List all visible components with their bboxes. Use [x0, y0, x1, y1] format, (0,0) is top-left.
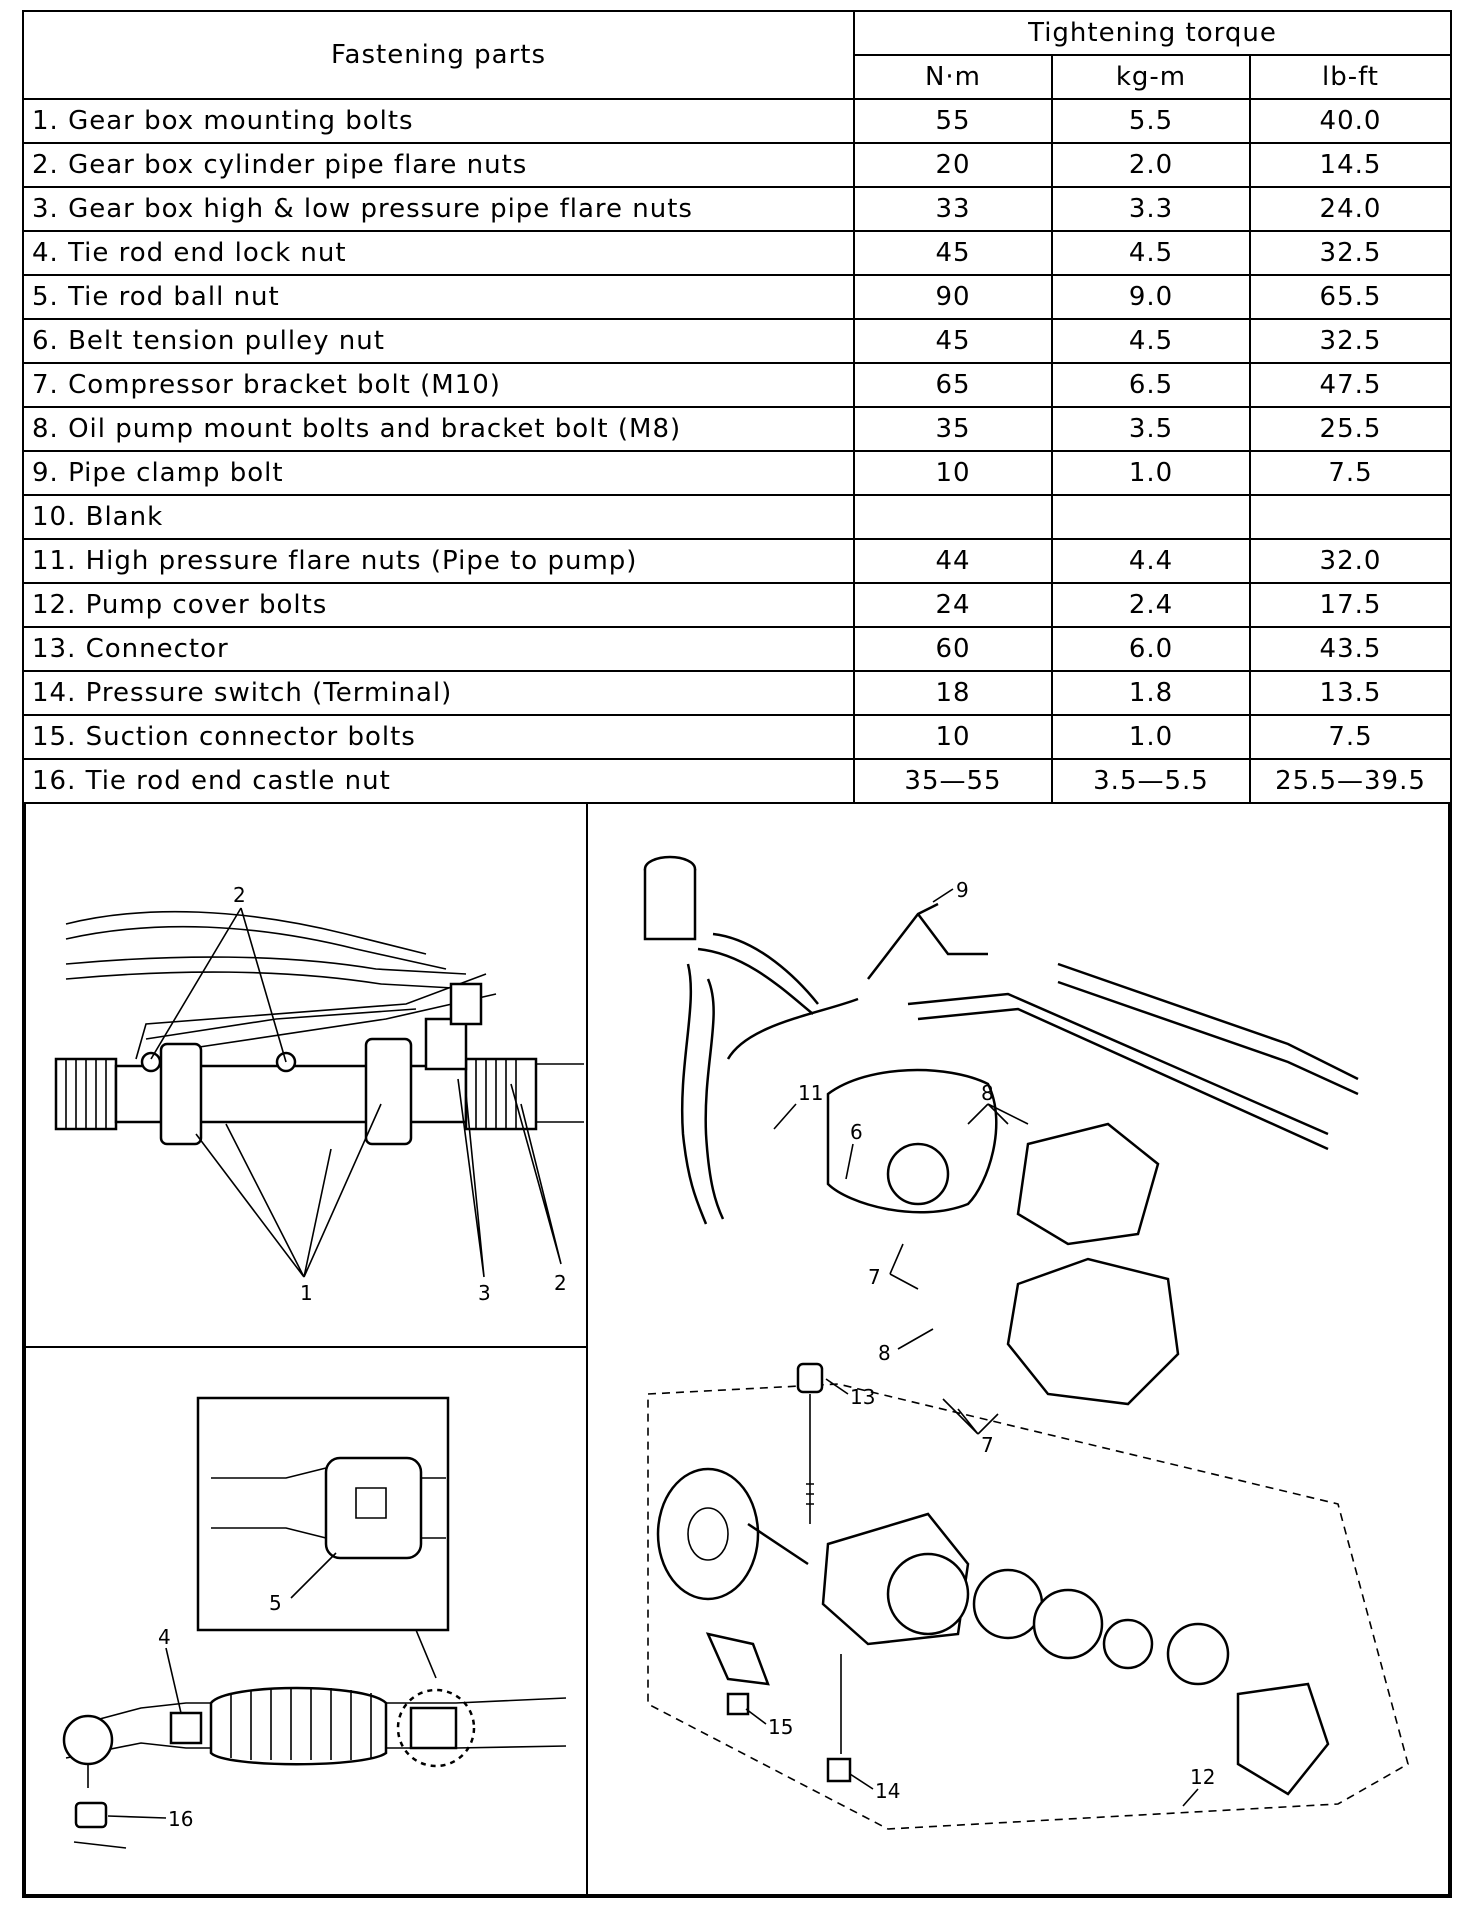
pump-callout-8-low: 8: [878, 1341, 891, 1365]
part-cell: 1. Gear box mounting bolts: [24, 99, 854, 143]
tierod-callout-4: 4: [158, 1625, 171, 1649]
kgm-cell: 2.4: [1052, 583, 1250, 627]
nm-cell: 20: [854, 143, 1052, 187]
part-cell: 8. Oil pump mount bolts and bracket bolt (M8): [24, 407, 854, 451]
kgm-cell: 3.3: [1052, 187, 1250, 231]
table-row: [24, 231, 1450, 275]
lbft-cell: 25.5—39.5: [1250, 759, 1450, 803]
gearbox-illustration: [24, 802, 588, 1348]
nm-cell: 55: [854, 99, 1052, 143]
part-cell: 14. Pressure switch (Terminal): [24, 671, 854, 715]
part-cell: 10. Blank: [24, 495, 854, 539]
gearbox-callout-1: 1: [300, 1281, 313, 1305]
nm-cell: 35: [854, 407, 1052, 451]
gearbox-callout-3: 3: [478, 1281, 491, 1305]
part-cell: 5. Tie rod ball nut: [24, 275, 854, 319]
part-cell: 2. Gear box cylinder pipe flare nuts: [24, 143, 854, 187]
pump-callout-15: 15: [768, 1715, 794, 1739]
table-row: [24, 715, 1450, 759]
kgm-cell: 4.5: [1052, 231, 1250, 275]
part-cell: 11. High pressure flare nuts (Pipe to pump): [24, 539, 854, 583]
pump-callout-13: 13: [850, 1385, 876, 1409]
gearbox-callout-2-top: 2: [233, 883, 246, 907]
lbft-cell: 43.5: [1250, 627, 1450, 671]
pump-callout-6: 6: [850, 1120, 863, 1144]
part-cell: 13. Connector: [24, 627, 854, 671]
lbft-cell: 32.5: [1250, 319, 1450, 363]
lbft-cell: 65.5: [1250, 275, 1450, 319]
nm-cell: 35—55: [854, 759, 1052, 803]
part-cell: 9. Pipe clamp bolt: [24, 451, 854, 495]
nm-cell: [854, 495, 1052, 539]
table-row: [24, 407, 1450, 451]
table-row: [24, 583, 1450, 627]
table-row: [24, 319, 1450, 363]
table-row: [24, 143, 1450, 187]
kgm-cell: [1052, 495, 1250, 539]
kgm-cell: 4.5: [1052, 319, 1250, 363]
nm-cell: 90: [854, 275, 1052, 319]
pump-callout-11: 11: [798, 1081, 824, 1105]
kgm-cell: 9.0: [1052, 275, 1250, 319]
table-row: [24, 671, 1450, 715]
kgm-cell: 3.5—5.5: [1052, 759, 1250, 803]
part-cell: 4. Tie rod end lock nut: [24, 231, 854, 275]
lbft-cell: 25.5: [1250, 407, 1450, 451]
lbft-cell: 7.5: [1250, 451, 1450, 495]
kgm-cell: 4.4: [1052, 539, 1250, 583]
part-cell: 3. Gear box high & low pressure pipe flare nuts: [24, 187, 854, 231]
nm-cell: 10: [854, 451, 1052, 495]
lbft-cell: 47.5: [1250, 363, 1450, 407]
table-row: [24, 627, 1450, 671]
kgm-cell: 1.8: [1052, 671, 1250, 715]
nm-cell: 45: [854, 231, 1052, 275]
table-row: [24, 187, 1450, 231]
pump-callout-14: 14: [875, 1779, 901, 1803]
nm-cell: 18: [854, 671, 1052, 715]
unit-lbft-header: lb-ft: [1250, 55, 1450, 99]
nm-cell: 24: [854, 583, 1052, 627]
part-cell: 15. Suction connector bolts: [24, 715, 854, 759]
nm-cell: 33: [854, 187, 1052, 231]
lbft-cell: 17.5: [1250, 583, 1450, 627]
lbft-cell: 32.5: [1250, 231, 1450, 275]
nm-cell: 45: [854, 319, 1052, 363]
nm-cell: 10: [854, 715, 1052, 759]
kgm-cell: 3.5: [1052, 407, 1250, 451]
part-cell: 6. Belt tension pulley nut: [24, 319, 854, 363]
pump-callout-9: 9: [956, 878, 969, 902]
table-row: [24, 759, 1450, 803]
table-row: [24, 495, 1450, 539]
pump-callout-12: 12: [1190, 1765, 1216, 1789]
lbft-cell: 32.0: [1250, 539, 1450, 583]
nm-cell: 65: [854, 363, 1052, 407]
oil-pump-illustration: [586, 802, 1450, 1896]
lbft-cell: 13.5: [1250, 671, 1450, 715]
illustrations: [24, 802, 1450, 1896]
part-cell: 12. Pump cover bolts: [24, 583, 854, 627]
pump-callout-8-top: 8: [981, 1081, 994, 1105]
table-row: [24, 99, 1450, 143]
table-row: [24, 363, 1450, 407]
manual-page: [22, 10, 1452, 1898]
table-row: [24, 539, 1450, 583]
kgm-cell: 2.0: [1052, 143, 1250, 187]
tightening-torque-header: Tightening torque: [854, 12, 1450, 55]
lbft-cell: [1250, 495, 1450, 539]
nm-cell: 44: [854, 539, 1052, 583]
kgm-cell: 6.0: [1052, 627, 1250, 671]
fastening-parts-header: Fastening parts: [24, 12, 854, 99]
kgm-cell: 1.0: [1052, 715, 1250, 759]
part-cell: 7. Compressor bracket bolt (M10): [24, 363, 854, 407]
tierod-callout-16: 16: [168, 1807, 194, 1831]
kgm-cell: 1.0: [1052, 451, 1250, 495]
unit-nm-header: N·m: [854, 55, 1052, 99]
kgm-cell: 6.5: [1052, 363, 1250, 407]
unit-kgm-header: kg-m: [1052, 55, 1250, 99]
lbft-cell: 14.5: [1250, 143, 1450, 187]
kgm-cell: 5.5: [1052, 99, 1250, 143]
torque-table: [24, 12, 1450, 804]
tierod-illustration: [24, 1346, 588, 1896]
table-row: [24, 451, 1450, 495]
pump-callout-7-right: 7: [981, 1433, 994, 1457]
lbft-cell: 7.5: [1250, 715, 1450, 759]
gearbox-callout-2-right: 2: [554, 1271, 567, 1295]
pump-callout-7-left: 7: [868, 1265, 881, 1289]
lbft-cell: 24.0: [1250, 187, 1450, 231]
nm-cell: 60: [854, 627, 1052, 671]
part-cell: 16. Tie rod end castle nut: [24, 759, 854, 803]
tierod-callout-5: 5: [269, 1591, 282, 1615]
lbft-cell: 40.0: [1250, 99, 1450, 143]
table-row: [24, 275, 1450, 319]
